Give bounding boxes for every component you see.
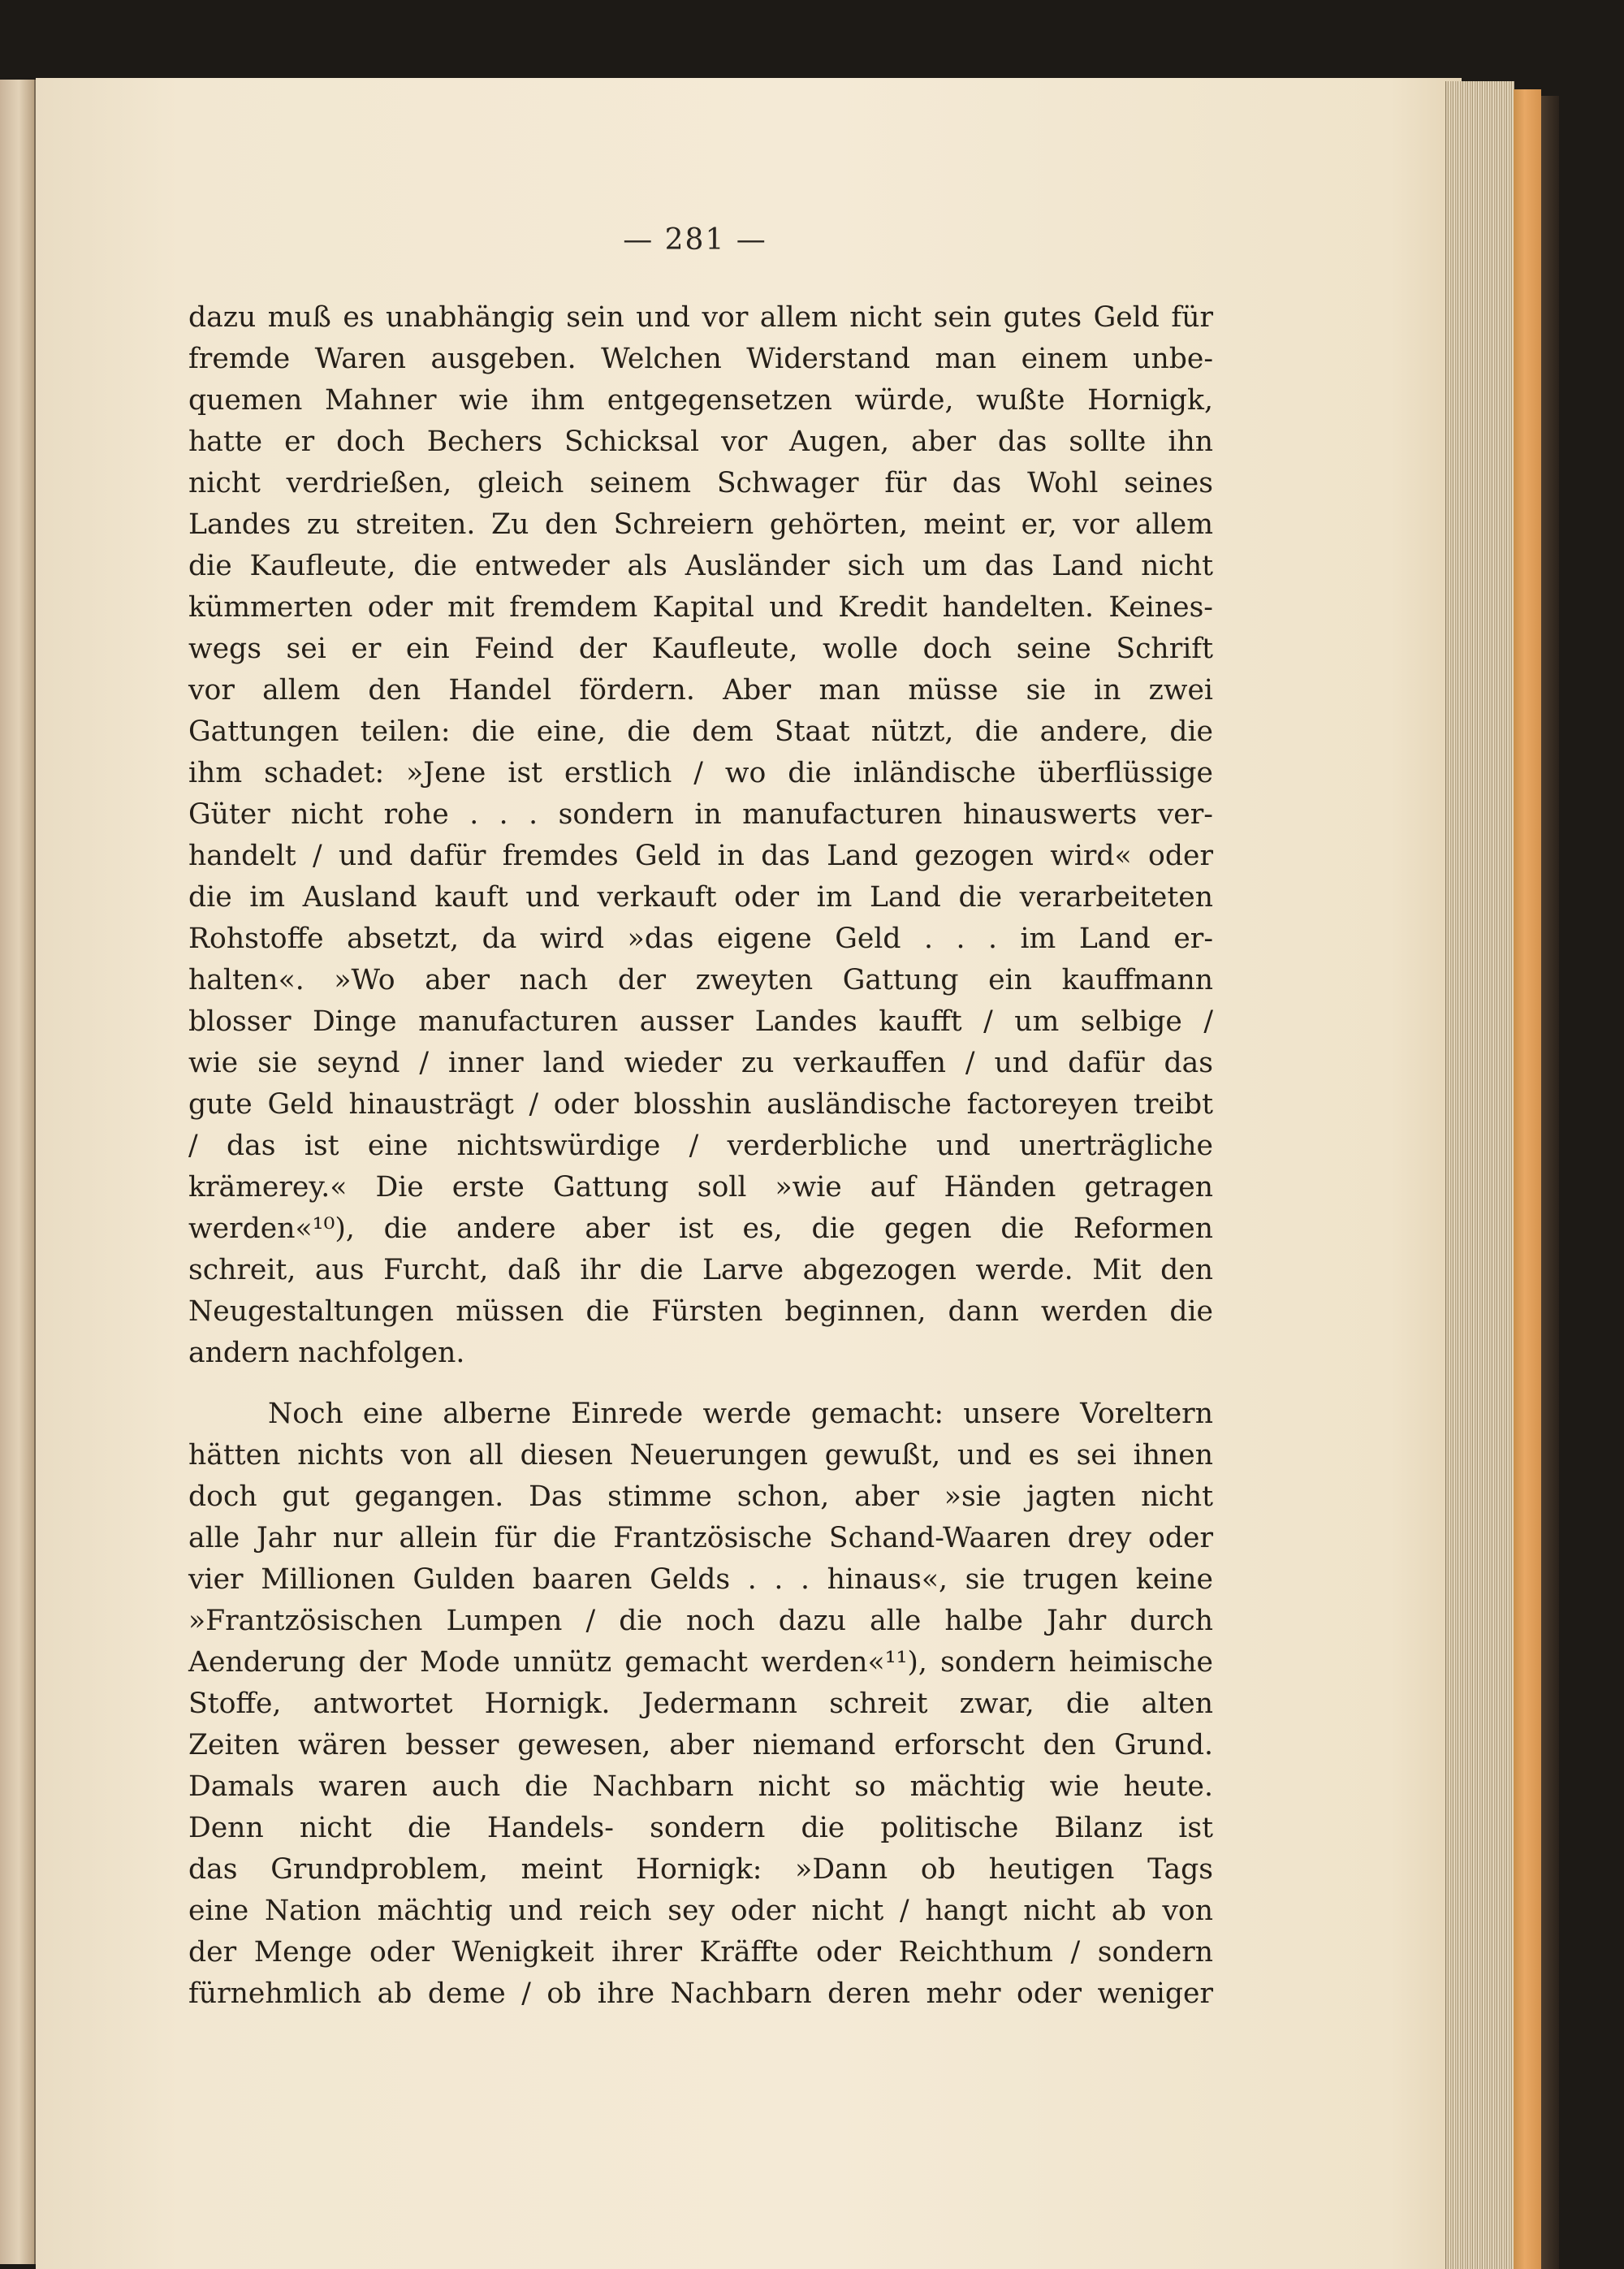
paragraph: [188, 1394, 1213, 2015]
text-line: wegs sei er ein Feind der Kaufleute, wolle doch seine Schrift: [188, 633, 1213, 665]
text-line: der Menge oder Wenigkeit ihrer Kräffte oder Reichthum / sondern: [188, 1936, 1213, 1969]
text-line: halten«. »Wo aber nach der zweyten Gattung ein kauffmann: [188, 964, 1213, 996]
text-line: gute Geld hinausträgt / oder blosshin ausländische factoreyen treibt: [188, 1088, 1213, 1121]
text-line: blosser Dinge manufacturen ausser Landes kaufft / um selbige /: [188, 1005, 1213, 1038]
text-line: Damals waren auch die Nachbarn nicht so mächtig wie heute.: [188, 1770, 1213, 1803]
text-line: Rohstoffe absetzt, da wird »das eigene Geld . . . im Land er-: [188, 923, 1213, 955]
text-line: schreit, aus Furcht, daß ihr die Larve abgezogen werde. Mit den: [188, 1254, 1213, 1286]
text-line: wie sie seynd / inner land wieder zu verkauffen / und dafür das: [188, 1047, 1213, 1079]
book-cover-edge: [1514, 89, 1541, 2269]
text-line: / das ist eine nichtswürdige / verderbliche und unerträgliche: [188, 1130, 1213, 1162]
book-binding-edge: [1541, 96, 1559, 2269]
text-line: hätten nichts von all diesen Neuerungen gewußt, und es sei ihnen: [188, 1439, 1213, 1472]
text-line: quemen Mahner wie ihm entgegensetzen würde, wußte Hornigk,: [188, 384, 1213, 417]
text-line: alle Jahr nur allein für die Frantzösische Schand-Waaren drey oder: [188, 1522, 1213, 1554]
text-line: vor allem den Handel fördern. Aber man müsse sie in zwei: [188, 674, 1213, 707]
text-line: Landes zu streiten. Zu den Schreiern gehörten, meint er, vor allem: [188, 508, 1213, 541]
text-line: die im Ausland kauft und verkauft oder im Land die verarbeiteten: [188, 881, 1213, 914]
text-line: Gattungen teilen: die eine, die dem Staat nützt, die andere, die: [188, 715, 1213, 748]
text-line: werden«¹⁰), die andere aber ist es, die gegen die Reformen: [188, 1212, 1213, 1245]
text-line: fremde Waren ausgeben. Welchen Widerstand man einem unbe-: [188, 343, 1213, 375]
text-line: Stoffe, antwortet Hornigk. Jedermann schreit zwar, die alten: [188, 1688, 1213, 1720]
text-line: vier Millionen Gulden baaren Gelds . . . hinaus«, sie trugen keine: [188, 1563, 1213, 1596]
page-body-text: [188, 297, 1213, 2015]
text-line: Denn nicht die Handels- sondern die politische Bilanz ist: [188, 1812, 1213, 1844]
text-line: Güter nicht rohe . . . sondern in manufacturen hinauswerts ver-: [188, 798, 1213, 831]
text-line: Noch eine alberne Einrede werde gemacht: unsere Voreltern: [268, 1398, 1213, 1430]
left-page-edge: [0, 80, 36, 2264]
text-line: Neugestaltungen müssen die Fürsten beginnen, dann werden die: [188, 1295, 1213, 1328]
text-line: andern nachfolgen.: [188, 1337, 465, 1369]
text-line: fürnehmlich ab deme / ob ihre Nachbarn deren mehr oder weniger: [188, 1977, 1213, 2010]
text-line: »Frantzösischen Lumpen / die noch dazu alle halbe Jahr durch: [188, 1605, 1213, 1637]
text-line: hatte er doch Bechers Schicksal vor Augen, aber das sollte ihn: [188, 426, 1213, 458]
text-line: kümmerten oder mit fremdem Kapital und Kredit handelten. Keines-: [188, 591, 1213, 624]
paragraph: [188, 297, 1213, 1374]
text-line: Aenderung der Mode unnütz gemacht werden«¹¹), sondern heimische: [188, 1646, 1213, 1679]
text-line: ihm schadet: »Jene ist erstlich / wo die inländische überflüssige: [188, 757, 1213, 789]
text-line: handelt / und dafür fremdes Geld in das Land gezogen wird« oder: [188, 840, 1213, 872]
text-line: nicht verdrießen, gleich seinem Schwager für das Wohl seines: [188, 467, 1213, 499]
text-line: krämerey.« Die erste Gattung soll »wie auf Händen getragen: [188, 1171, 1213, 1204]
paragraph-gap: [188, 1374, 1213, 1394]
text-line: doch gut gegangen. Das stimme schon, aber »sie jagten nicht: [188, 1480, 1213, 1513]
page-edges-stack: [1445, 81, 1514, 2269]
page-number: — 281 —: [623, 223, 767, 257]
text-line: eine Nation mächtig und reich sey oder nicht / hangt nicht ab von: [188, 1895, 1213, 1927]
text-line: das Grundproblem, meint Hornigk: »Dann ob heutigen Tags: [188, 1853, 1213, 1886]
text-line: Zeiten wären besser gewesen, aber niemand erforscht den Grund.: [188, 1729, 1213, 1761]
text-line: die Kaufleute, die entweder als Ausländer sich um das Land nicht: [188, 550, 1213, 582]
text-line: dazu muß es unabhängig sein und vor allem nicht sein gutes Geld für: [188, 301, 1213, 334]
